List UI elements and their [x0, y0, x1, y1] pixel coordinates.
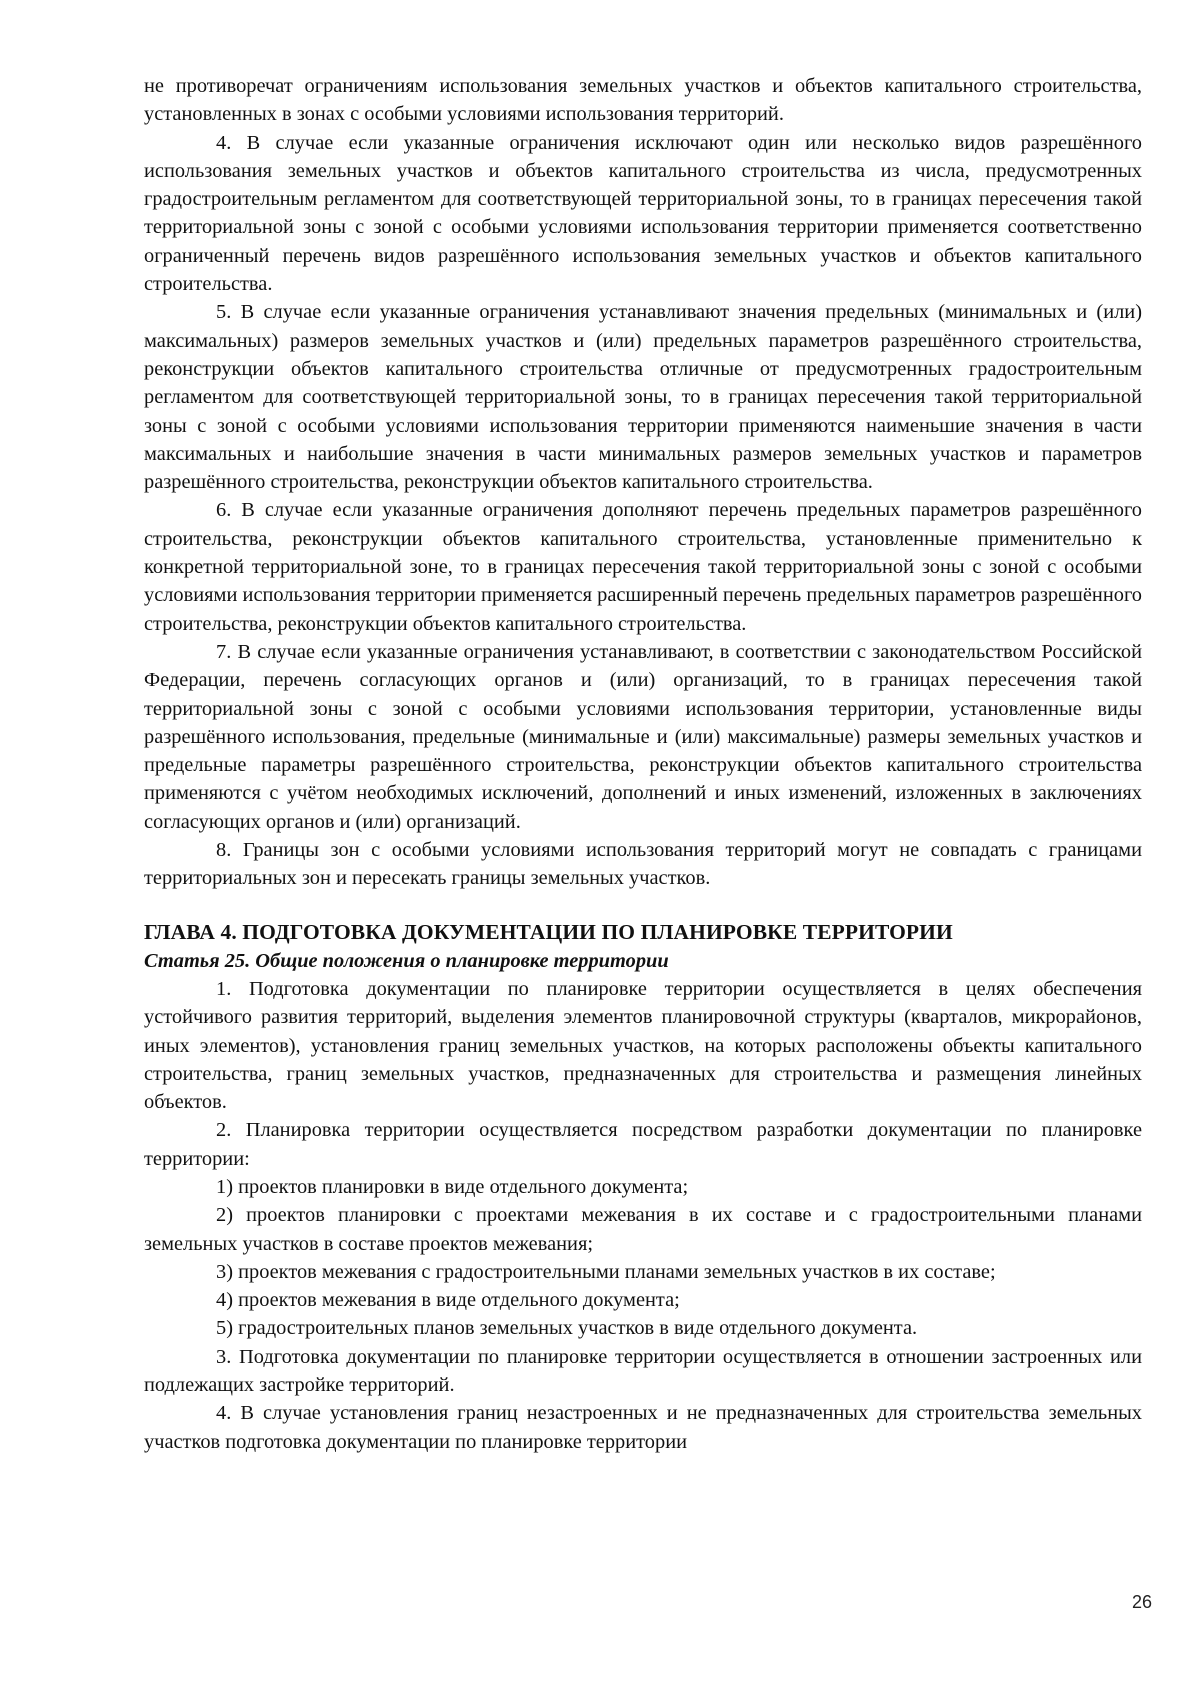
list-item-4: 4) проектов межевания в виде отдельного документа; — [216, 1289, 680, 1312]
article-paragraph-4: 4. В случае установления границ незастроенных и не предназначенных для строительства земельных участков подготовка документации по планировке территории — [144, 1402, 1142, 1453]
document-body — [144, 72, 1142, 1456]
list-item-2: 2) проектов планировки с проектами межевания в их составе и с градостроительными планами земельных участков в составе проектов межевания; — [144, 1204, 1142, 1255]
article-paragraph-2: 2. Планировка территории осуществляется посредством разработки документации по планировке территории: — [144, 1119, 1142, 1170]
article-heading: Статья 25. Общие положения о планировке территории — [144, 949, 669, 972]
paragraph-continuation: не противоречат ограничениям использования земельных участков и объектов капитального строительства, установленных в зонах с особыми условиями использования территорий. — [144, 75, 1142, 126]
page-number: 26 — [1131, 1592, 1152, 1612]
paragraph-6: 6. В случае если указанные ограничения дополняют перечень предельных параметров разрешённого строительства, реконструкции объектов капитального строительства, установленные применительно к конкретной территориальной зоне, то в границах пересечения такой территориальной зоны с зоной с особыми условиями использования территории применяется расширенный перечень предельных параметров разрешённого строительства, реконструкции объектов капитального строительства. — [144, 499, 1142, 635]
article-paragraph-3: 3. Подготовка документации по планировке территории осуществляется в отношении застроенных или подлежащих застройке территорий. — [144, 1345, 1142, 1397]
list-item-3: 3) проектов межевания с градостроительными планами земельных участков в их составе; — [216, 1260, 996, 1283]
list-item-5: 5) градостроительных планов земельных участков в виде отдельного документа. — [216, 1317, 918, 1340]
paragraph-7: 7. В случае если указанные ограничения устанавливают, в соответствии с законодательством Российской Федерации, перечень согласующих органов и (или) организаций, то в границах пересечения такой территориальной зоны с зоной с особыми условиями использования территории, установленные виды разрешённого использования, предельные (минимальные и (или) максимальные) размеры земельных участков и предельные параметры разрешённого строительства, реконструкции объектов капитального строительства применяются с учётом необходимых исключений, дополнений и иных изменений, изложенных в заключениях согласующих органов и (или) организаций. — [144, 640, 1142, 833]
paragraph-8: 8. Границы зон с особыми условиями использования территорий могут не совпадать с границами территориальных зон и пересекать границы земельных участков. — [144, 839, 1142, 890]
list-item-1: 1) проектов планировки в виде отдельного документа; — [216, 1175, 689, 1198]
chapter-heading: ГЛАВА 4. ПОДГОТОВКА ДОКУМЕНТАЦИИ ПО ПЛАНИРОВКЕ ТЕРРИТОРИИ — [144, 919, 953, 944]
article-paragraph-1: 1. Подготовка документации по планировке территории осуществляется в целях обеспечения устойчивого развития территорий, выделения элементов планировочной структуры (кварталов, микрорайонов, иных элементов), установления границ земельных участков, на которых расположены объекты капитального строительства, границ земельных участков, предназначенных для строительства и размещения линейных объектов. — [144, 977, 1142, 1114]
paragraph-5: 5. В случае если указанные ограничения устанавливают значения предельных (минимальных и (или) максимальных) размеров земельных участков и (или) предельных параметров разрешённого строительства, реконструкции объектов капитального строительства отличные от предусмотренных градостроительным регламентом для соответствующей территориальной зоны, то в границах пересечения такой территориальной зоны с зоной с особыми условиями использования территории применяются наименьшие значения в части максимальных и наибольшие значения в части минимальных размеров земельных участков и параметров разрешённого строительства, реконструкции объектов капитального строительства. — [144, 301, 1142, 494]
paragraph-4: 4. В случае если указанные ограничения исключают один или несколько видов разрешённого использования земельных участков и объектов капитального строительства из числа, предусмотренных градостроительным регламентом для соответствующей территориальной зоны, то в границах пересечения такой территориальной зоны с зоной с особыми условиями использования территории применяется соответственно ограниченный перечень видов разрешённого использования земельных участков и объектов капитального строительства. — [144, 131, 1142, 296]
